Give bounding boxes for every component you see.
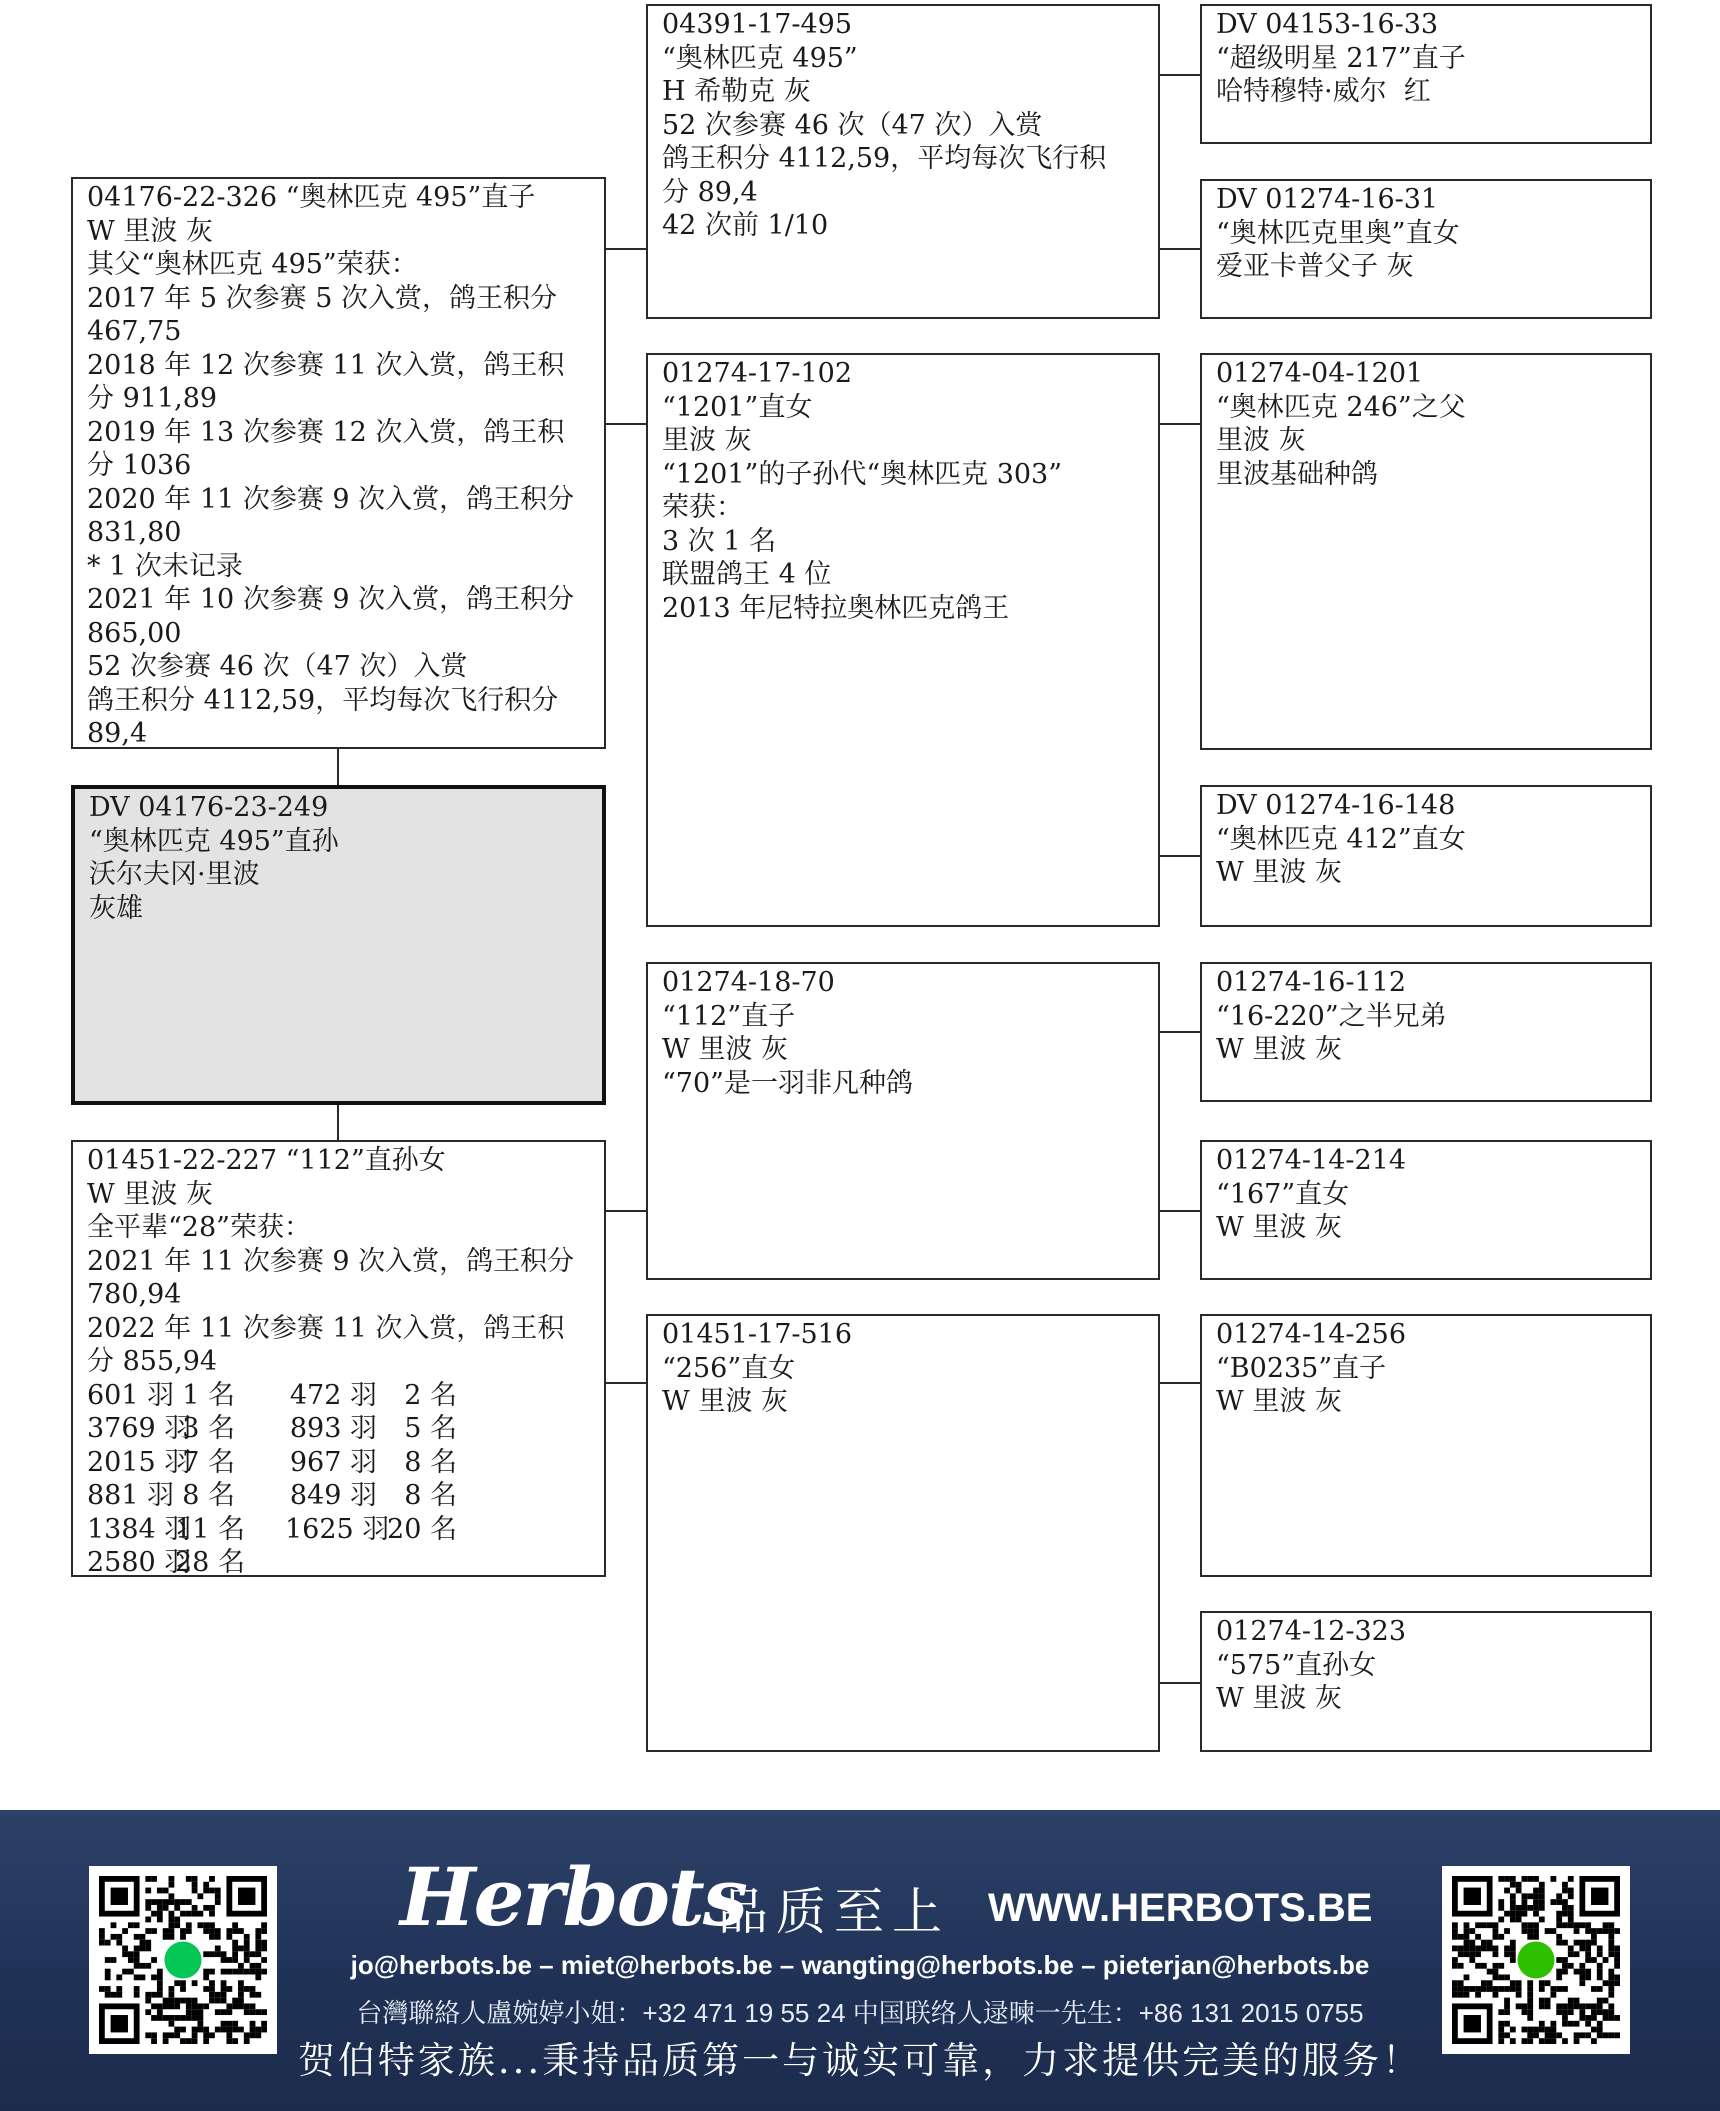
sdd-card	[1200, 785, 1652, 927]
dam-lines	[87, 1144, 590, 1379]
result-place: 8 名	[404, 1480, 457, 1511]
result-place: 2 名	[404, 1379, 457, 1411]
pedigree-line: 2018 年 12 次参赛 11 次入赏，鸽王积	[87, 349, 565, 381]
wechat-qr-code[interactable]	[1442, 1866, 1630, 2054]
family-motto: 贺伯特家族...秉持品质第一与诚实可靠，力求提供完美的服务！	[297, 2039, 1423, 2082]
brand-row	[400, 1850, 1373, 1950]
pedigree-line: 01274-14-256	[1216, 1319, 1407, 1350]
result-birds: 1625 羽	[285, 1513, 390, 1545]
result-birds: 601 羽	[87, 1379, 175, 1411]
pedigree-line: 865,00	[87, 617, 182, 649]
pedigree-line: 全平辈“28”荣获：	[87, 1212, 311, 1243]
pedigree-line: 831,80	[87, 517, 182, 548]
connector-subject-dam	[337, 1105, 339, 1140]
pedigree-line: 分 855,94	[87, 1346, 218, 1377]
result-row	[87, 1379, 590, 1413]
pedigree-line: “奥林匹克 495”	[662, 42, 858, 74]
pedigree-line: W 里波 灰	[662, 1034, 788, 1065]
ssd-card	[1200, 179, 1652, 319]
dss-card	[1200, 962, 1652, 1102]
herbots-logo: Herbots	[400, 1850, 746, 1944]
pedigree-line: “奥林匹克 495”直孙	[89, 825, 339, 857]
pedigree-line: “B0235”直子	[1216, 1352, 1387, 1384]
pedigree-line: 01274-12-323	[1216, 1616, 1407, 1647]
pedigree-line: 42 次前 1/10	[662, 210, 829, 241]
pedigree-line: “575”直孙女	[1216, 1649, 1377, 1681]
pedigree-line: W 里波 灰	[1216, 1683, 1342, 1714]
pedigree-line: “超级明星 217”直子	[1216, 42, 1466, 74]
subject-card	[71, 785, 606, 1105]
sss-card	[1200, 4, 1652, 144]
dam-sire-card	[646, 962, 1160, 1280]
pedigree-line: 3 次 1 名	[662, 525, 777, 557]
result-place: 20 名	[387, 1513, 457, 1545]
connector-ds-dsd	[1160, 1210, 1200, 1212]
dam-card	[71, 1140, 606, 1577]
pedigree-line: 鸽王积分 4112,59，平均每次飞行积分	[87, 684, 559, 716]
website-link[interactable]: WWW.HERBOTS.BE	[988, 1886, 1373, 1930]
pedigree-line: * 1 次未记录	[87, 550, 243, 582]
pedigree-line: W 里波 灰	[87, 215, 213, 247]
pedigree-line: 04391-17-495	[662, 9, 853, 40]
result-birds: 2015 羽	[87, 1446, 192, 1478]
pedigree-line: 2022 年 11 次参赛 11 次入赏，鸽王积	[87, 1312, 565, 1344]
connector-sire-ss	[606, 248, 646, 250]
result-row	[87, 1412, 590, 1446]
result-row	[87, 1546, 590, 1577]
sire-dam-card	[646, 353, 1160, 927]
pedigree-line: DV 04176-23-249	[89, 792, 329, 823]
footer-banner	[0, 1810, 1720, 2111]
ddd-card	[1200, 1611, 1652, 1752]
pedigree-line: 01451-17-516	[662, 1319, 853, 1350]
pedigree-line: DV 04153-16-33	[1216, 9, 1439, 40]
connector-dd-dds	[1160, 1382, 1200, 1384]
pedigree-line: 780,94	[87, 1279, 182, 1310]
pedigree-line: “16-220”之半兄弟	[1216, 1000, 1447, 1032]
dam-results-table	[87, 1379, 590, 1578]
result-place: 8 名	[182, 1480, 235, 1511]
pedigree-line: 分 1036	[87, 450, 192, 481]
pedigree-line: DV 01274-16-31	[1216, 184, 1439, 215]
pedigree-line: W 里波 灰	[662, 1386, 788, 1417]
pedigree-line: “256”直女	[662, 1352, 796, 1384]
sire-sire-card	[646, 4, 1160, 319]
email-list[interactable]: jo@herbots.be – miet@herbots.be – wangting@herbots.be – pieterjan@herbots.be	[350, 1950, 1370, 1980]
connector-dam-dd	[606, 1382, 646, 1384]
pedigree-line: “奥林匹克 412”直女	[1216, 823, 1466, 855]
result-place: 3 名	[182, 1413, 235, 1444]
pedigree-line: 灰雄	[89, 892, 143, 924]
pedigree-line: 哈特穆特·威尔 红	[1216, 76, 1431, 107]
connector-sire-sd	[606, 423, 646, 425]
result-place: 5 名	[404, 1413, 457, 1444]
pedigree-line: W 里波 灰	[87, 1178, 213, 1210]
connector-ss-ssd	[1160, 248, 1200, 250]
pedigree-line: 04176-22-326 “奥林匹克 495”直子	[87, 182, 536, 213]
dsd-card	[1200, 1140, 1652, 1280]
qr-code-icon	[1452, 1876, 1620, 2044]
result-place: 1 名	[182, 1379, 235, 1411]
result-birds: 3769 羽	[87, 1413, 192, 1444]
pedigree-line: 2017 年 5 次参赛 5 次入赏，鸽王积分	[87, 282, 557, 314]
pedigree-line: “奥林匹克里奥”直女	[1216, 217, 1460, 249]
pedigree-line: “奥林匹克 246”之父	[1216, 391, 1466, 423]
pedigree-line: 联盟鸽王 4 位	[662, 559, 832, 590]
pedigree-line: 01274-17-102	[662, 358, 853, 389]
result-place: 7 名	[182, 1446, 235, 1478]
pedigree-line: 01274-14-214	[1216, 1145, 1407, 1176]
result-birds: 967 羽	[289, 1446, 377, 1478]
pedigree-line: W 里波 灰	[1216, 857, 1342, 888]
connector-sire-subject	[337, 749, 339, 785]
pedigree-line: W 里波 灰	[1216, 1212, 1342, 1243]
pedigree-line: 52 次参赛 46 次（47 次）入赏	[662, 109, 1043, 141]
pedigree-line: 01274-18-70	[662, 967, 835, 998]
pedigree-line: 里波 灰	[662, 425, 752, 456]
pedigree-line: 52 次参赛 46 次（47 次）入赏	[87, 651, 468, 682]
result-birds: 472 羽	[289, 1379, 377, 1411]
pedigree-line: 分 89,4	[662, 176, 758, 208]
connector-ds-dss	[1160, 1031, 1200, 1033]
pedigree-line: 里波 灰	[1216, 425, 1306, 456]
result-row	[87, 1479, 590, 1513]
dds-card	[1200, 1314, 1652, 1577]
pedigree-line: 里波基础种鸽	[1216, 458, 1378, 490]
pedigree-line: 2021 年 10 次参赛 9 次入赏，鸽王积分	[87, 584, 575, 615]
result-row	[87, 1446, 590, 1480]
result-birds: 1384 羽	[87, 1513, 192, 1545]
pedigree-line: 2021 年 11 次参赛 9 次入赏，鸽王积分	[87, 1245, 575, 1277]
pedigree-line: W 里波 灰	[1216, 1386, 1342, 1417]
pedigree-line: DV 01274-16-148	[1216, 790, 1456, 821]
pedigree-line: 荣获：	[662, 492, 743, 523]
pedigree-line: 2013 年尼特拉奥林匹克鸽王	[662, 592, 1010, 624]
pedigree-line: W 里波 灰	[1216, 1034, 1342, 1065]
pedigree-line: 分 911,89	[87, 383, 218, 414]
pedigree-line: “70”是一羽非凡种鸽	[662, 1067, 913, 1099]
connector-sd-sds	[1160, 423, 1200, 425]
pedigree-line: 467,75	[87, 316, 182, 347]
result-place: 8 名	[404, 1446, 457, 1478]
result-birds: 849 羽	[289, 1480, 377, 1511]
result-birds: 893 羽	[289, 1413, 377, 1444]
sds-card	[1200, 353, 1652, 750]
pedigree-line: “1201”直女	[662, 391, 813, 423]
result-place: 28 名	[175, 1547, 245, 1577]
result-birds: 881 羽	[87, 1480, 175, 1511]
pedigree-line: 沃尔夫冈·里波	[89, 859, 260, 890]
pedigree-line: 01451-22-227 “112”直孙女	[87, 1145, 446, 1176]
pedigree-line: H 希勒克 灰	[662, 76, 811, 107]
connector-ss-sss	[1160, 74, 1200, 76]
sire-card	[71, 177, 606, 749]
pedigree-line: 鸽王积分 4112,59，平均每次飞行积	[662, 143, 1107, 174]
result-row	[87, 1513, 590, 1547]
pedigree-line: “112”直子	[662, 1000, 796, 1032]
pedigree-line: 爱亚卡普父子 灰	[1216, 251, 1414, 282]
pedigree-line: 89,4	[87, 718, 148, 749]
pedigree-line: “167”直女	[1216, 1178, 1350, 1210]
result-place: 11 名	[175, 1513, 245, 1545]
connector-dd-ddd	[1160, 1682, 1200, 1684]
pedigree-line: “1201”的子孙代“奥林匹克 303”	[662, 458, 1063, 490]
pedigree-line: 2019 年 13 次参赛 12 次入赏，鸽王积	[87, 416, 565, 448]
result-birds: 2580 羽	[87, 1547, 192, 1577]
connector-dam-ds	[606, 1210, 646, 1212]
brand-slogan: 品质至上	[718, 1883, 950, 1941]
connector-sd-sdd	[1160, 855, 1200, 857]
app-badge-icon	[1517, 1941, 1554, 1978]
contact-numbers: 台灣聯絡人盧婉婷小姐：+32 471 19 55 24 中国联络人逯暕一先生：+86 131 2015 0755	[356, 1998, 1364, 2028]
pedigree-line: 其父“奥林匹克 495”荣获：	[87, 249, 418, 280]
pedigree-line: 2020 年 11 次参赛 9 次入赏，鸽王积分	[87, 483, 575, 515]
dam-dam-card	[646, 1314, 1160, 1752]
pedigree-line: 01274-16-112	[1216, 967, 1407, 998]
pedigree-line: 01274-04-1201	[1216, 358, 1424, 389]
